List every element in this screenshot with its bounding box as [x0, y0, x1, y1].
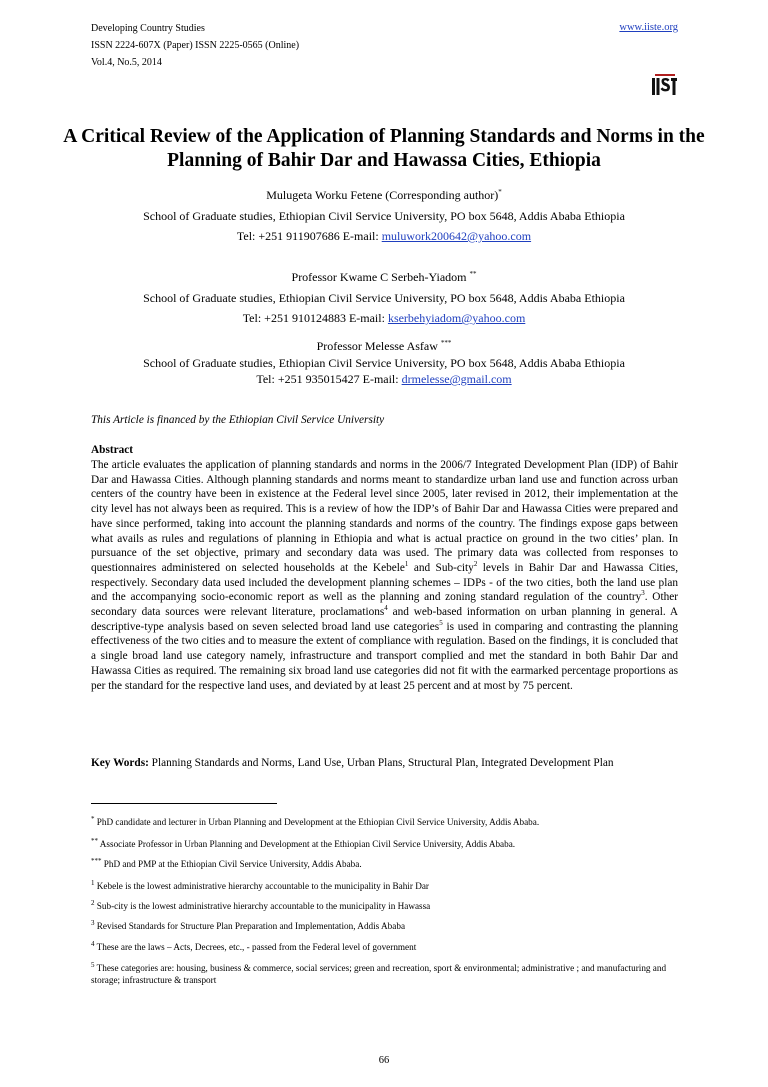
keywords-text: Planning Standards and Norms, Land Use, Urban Plans, Structural Plan, Integrated Development Plan [148, 757, 614, 769]
footnote-3-text: PhD and PMP at the Ethiopian Civil Service University, Addis Ababa. [101, 859, 362, 869]
footnote-4-mark: 1 [91, 878, 95, 887]
footnote-5-text: Sub-city is the lowest administrative hierarchy accountable to the municipality in Hawassa [94, 901, 431, 911]
footnote-1-mark: * [91, 814, 95, 823]
keywords [91, 756, 735, 771]
footnote-4 [91, 880, 678, 892]
author-3-affiliation: School of Graduate studies, Ethiopian Civil Service University, PO box 5648, Addis Ababa Ethiopia [143, 356, 625, 370]
journal-name: Developing Country Studies [91, 23, 205, 34]
footnote-5 [91, 900, 678, 912]
footnote-3 [91, 858, 678, 870]
footnote-6-mark: 3 [91, 918, 95, 927]
footnote-ref-2: 2 [473, 560, 478, 569]
author-3-contact [60, 372, 708, 387]
abstract-text-4: . Other secondary data sources were relevant literature, proclamations [91, 591, 679, 619]
footnote-1 [91, 816, 678, 828]
author-2-tel: Tel: +251 910124883 E-mail: [242, 311, 388, 325]
abstract-text-3: levels in Bahir Dar and Hawassa Cities, respectively. Secondary data used included the development planning schemes – IDPs - of the two cities, both the land use plan and the accompanying socio-economic report as well as the planning and zoning standard regulation of the country [91, 561, 679, 604]
footnote-ref-5: 5 [439, 618, 443, 627]
author-3-name [60, 339, 708, 354]
author-1-mark: * [498, 188, 502, 196]
footnote-5-mark: 2 [91, 898, 95, 907]
page-number: 66 [378, 1055, 390, 1066]
author-2-contact [60, 311, 708, 326]
footnote-ref-4: 4 [384, 604, 388, 613]
journal-issn: ISSN 2224-607X (Paper) ISSN 2225-0565 (Online) [91, 40, 300, 51]
author-2-name [60, 270, 708, 285]
footnote-8-text: These categories are: housing, business & commerce, social services; green and recreation, sport & environmental; administrative ; and manufacturing and storage; infrastructure & transport [91, 963, 667, 985]
footnote-6 [91, 920, 678, 932]
footnote-ref-3: 3 [641, 589, 645, 598]
footnote-7-mark: 4 [91, 939, 95, 948]
keywords-label: Key Words: [91, 757, 149, 769]
author-1-name-text: Mulugeta Worku Fetene (Corresponding author) [266, 188, 499, 202]
footnote-4-text: Kebele is the lowest administrative hierarchy accountable to the municipality in Bahir Dar [94, 881, 429, 891]
footnote-7-text: These are the laws – Acts, Decrees, etc., - passed from the Federal level of government [94, 942, 417, 952]
footnote-8-mark: 5 [91, 960, 95, 969]
author-2-name-text: Professor Kwame C Serbeh-Yiadom [291, 270, 470, 284]
author-1-contact [60, 229, 708, 244]
author-1-affiliation: School of Graduate studies, Ethiopian Civil Service University, PO box 5648, Addis Ababa Ethiopia [143, 209, 625, 223]
paper-title: A Critical Review of the Application of Planning Standards and Norms in the Planning of Bahir Dar and Hawassa Cities, Ethiopia [63, 126, 705, 171]
footnote-2-text: Associate Professor in Urban Planning and Development at the Ethiopian Civil Service University, Addis Ababa. [98, 839, 516, 849]
author-3-email-link[interactable]: drmelesse@gmail.com [401, 372, 512, 386]
footnote-2-mark: ** [91, 836, 98, 845]
author-3-mark: *** [440, 339, 452, 347]
abstract-text-5: and web-based information on urban planning in general. A descriptive-type analysis based on seven selected broad land use categories [91, 606, 678, 633]
footnote-ref-1: 1 [404, 560, 409, 569]
abstract-text-6: is used in comparing and contrasting the planning effectiveness of the two cities and to measure the extent of compliance with regulation. Based on the findings, it is concluded that a single broad land use category namely, infrastructure and transport complied and met the standard in both Bahir Dar and Hawassa Cities as required. The remaining six broad land use categories did not fit with the earmarked percentage proportions as per the standard for the respective land uses, and deviated by at least 25 percent and at most by 75 percent. [91, 620, 678, 692]
author-1-name [60, 188, 708, 203]
footnote-7 [91, 941, 678, 953]
author-3-tel: Tel: +251 935015427 E-mail: [256, 372, 402, 386]
journal-url-link[interactable]: www.iiste.org [619, 22, 678, 33]
abstract-heading: Abstract [91, 444, 134, 456]
funding-note: This Article is financed by the Ethiopian Civil Service University [91, 414, 385, 426]
abstract-text-2: and Sub-city [408, 561, 474, 574]
author-3-name-text: Professor Melesse Asfaw [316, 339, 441, 353]
footnote-6-text: Revised Standards for Structure Plan Preparation and Implementation, Addis Ababa [94, 921, 406, 931]
footnote-separator [91, 803, 277, 804]
footnote-1-text: PhD candidate and lecturer in Urban Planning and Development at the Ethiopian Civil Service University, Addis Ababa. [94, 817, 540, 827]
author-2-email-link[interactable]: kserbehyiadom@yahoo.com [387, 311, 526, 325]
author-2-mark: ** [469, 270, 477, 278]
journal-volume: Vol.4, No.5, 2014 [91, 57, 162, 68]
author-1-email-link[interactable]: muluwork200642@yahoo.com [381, 229, 532, 243]
iiste-logo-icon [651, 73, 678, 97]
footnote-2 [91, 838, 678, 850]
author-2-affiliation: School of Graduate studies, Ethiopian Civil Service University, PO box 5648, Addis Ababa Ethiopia [143, 291, 625, 305]
author-1-tel: Tel: +251 911907686 E-mail: [236, 229, 382, 243]
abstract-text-1: The article evaluates the application of planning standards and norms in the 2006/7 Integrated Development Plan (IDP) of Bahir Dar and Hawassa Cities. Although planning standards and norms meant to standardize urban land use and function across urban centers of the country have been in existence at the Federal level since 2005, later revised in 2012, their implementation at the city level has not always been as required. This is a review of how the IDP’s of Bahir Dar and Hawassa Cities were prepared and have since performed, taking into account the planning standards and norms of the country. The findings expose gaps between what avails as rules and regulations of planning in Ethiopia and what is actual practice on ground in the two cities’ plan. In pursuance of the set objective, primary and secondary data was used. The primary data was collected from responses to questionnaires administered on selected households at the Kebele [91, 459, 678, 574]
abstract-body [91, 458, 678, 693]
footnote-8 [91, 962, 691, 986]
footnote-3-mark: *** [91, 856, 102, 865]
